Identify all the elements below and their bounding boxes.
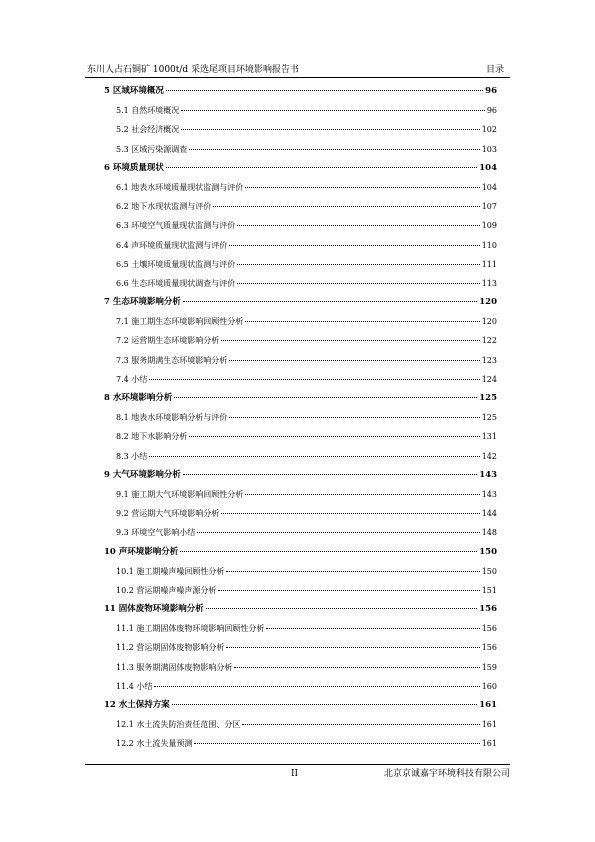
dot-leader <box>172 704 477 705</box>
toc-entry-page: 125 <box>481 413 497 423</box>
toc-entry-title: 5.2 社会经济概况 <box>116 125 180 135</box>
toc-section-entry[interactable] <box>104 101 497 120</box>
toc-chapter-entry[interactable] <box>104 82 497 101</box>
toc-chapter-entry[interactable] <box>104 696 497 715</box>
dot-leader <box>154 686 479 687</box>
dot-leader <box>218 590 479 591</box>
toc-entry-page: 143 <box>481 489 497 499</box>
toc-entry-page: 156 <box>479 604 497 615</box>
toc-entry-page: 107 <box>481 202 497 212</box>
toc-entry-title: 11.1 施工期固体废物环境影响回顾性分析 <box>116 624 265 634</box>
toc-entry-page: 150 <box>481 566 497 576</box>
dot-leader <box>166 167 477 168</box>
toc-entry-page: 131 <box>481 432 497 442</box>
dot-leader <box>237 283 479 284</box>
dot-leader <box>149 379 479 380</box>
toc-entry-page: 103 <box>481 144 497 154</box>
toc-entry-title: 8.2 地下水影响分析 <box>116 432 188 442</box>
toc-entry-page: 143 <box>479 469 497 480</box>
toc-entry-page: 159 <box>481 662 497 672</box>
toc-entry-title: 8.3 小结 <box>116 451 148 461</box>
dot-leader <box>183 474 477 475</box>
toc-entry-page: 109 <box>481 221 497 231</box>
dot-leader <box>149 456 479 457</box>
toc-section-entry[interactable] <box>104 677 497 696</box>
toc-chapter-entry[interactable] <box>104 159 497 178</box>
toc-entry-title: 7.3 服务期满生态环境影响分析 <box>116 355 228 365</box>
toc-entry-page: 96 <box>486 106 497 116</box>
toc-section-entry[interactable] <box>104 658 497 677</box>
toc-entry-page: 156 <box>481 624 497 634</box>
toc-entry-title: 6.6 生态环境质量现状调查与评价 <box>116 278 236 288</box>
toc-entry-title: 10.2 营运期噪声噪声源分析 <box>116 585 217 595</box>
toc-entry-title: 5.3 区域污染源调查 <box>116 144 188 154</box>
dot-leader <box>266 628 479 629</box>
toc-entry-title: 7.2 运营期生态环境影响分析 <box>116 336 220 346</box>
dot-leader <box>206 608 477 609</box>
toc-section-entry[interactable] <box>104 523 497 542</box>
toc-entry-page: 96 <box>485 86 497 96</box>
toc-entry-page: 102 <box>481 125 497 135</box>
company-name: 北京京诚嘉宇环境科技有限公司 <box>383 769 510 779</box>
dot-leader <box>221 513 479 514</box>
page-footer <box>85 768 510 780</box>
dot-leader <box>229 360 479 361</box>
toc-entry-page: 104 <box>479 162 497 173</box>
dot-leader <box>181 129 479 130</box>
dot-leader <box>245 321 479 322</box>
toc-section-entry[interactable] <box>104 178 497 197</box>
toc-section-entry[interactable] <box>104 581 497 600</box>
toc-entry-title: 6.3 环境空气质量现状监测与评价 <box>116 221 236 231</box>
toc-section-entry[interactable] <box>104 504 497 523</box>
toc-entry-title: 10 声环境影响分析 <box>104 546 179 557</box>
dot-leader <box>194 743 479 744</box>
dot-leader <box>237 264 479 265</box>
dot-leader <box>189 436 479 437</box>
section-label: 目录 <box>485 65 504 75</box>
toc-section-entry[interactable] <box>104 638 497 657</box>
toc-entry-title: 6.4 声环境质量现状监测与评价 <box>116 240 228 250</box>
toc-section-entry[interactable] <box>104 562 497 581</box>
dot-leader <box>234 667 479 668</box>
dot-leader <box>237 225 479 226</box>
toc-entry-title: 11.4 小结 <box>116 681 153 691</box>
toc-entry-title: 11.3 服务期满固体废物影响分析 <box>116 662 233 672</box>
toc-section-entry[interactable] <box>104 619 497 638</box>
toc-entry-page: 123 <box>481 355 497 365</box>
toc-chapter-entry[interactable] <box>104 543 497 562</box>
toc-section-entry[interactable] <box>104 255 497 274</box>
dot-leader <box>226 571 479 572</box>
toc-entry-title: 6.5 土壤环境质量现状监测与评价 <box>116 259 236 269</box>
table-of-contents <box>104 82 497 754</box>
header-rule <box>85 77 510 78</box>
toc-entry-page: 151 <box>481 585 497 595</box>
toc-entry-page: 110 <box>481 240 497 250</box>
toc-section-entry[interactable] <box>104 485 497 504</box>
toc-section-entry[interactable] <box>104 274 497 293</box>
toc-entry-page: 161 <box>479 700 497 710</box>
toc-entry-title: 9.1 施工期大气环境影响回顾性分析 <box>116 489 244 499</box>
toc-section-entry[interactable] <box>104 120 497 139</box>
toc-entry-title: 12.1 水土流失防治责任范围、分区 <box>116 720 241 730</box>
toc-entry-page: 120 <box>479 297 497 308</box>
toc-chapter-entry[interactable] <box>104 389 497 408</box>
toc-section-entry[interactable] <box>104 216 497 235</box>
toc-chapter-entry[interactable] <box>104 466 497 485</box>
toc-entry-page: 142 <box>481 451 497 461</box>
dot-leader <box>242 724 479 725</box>
toc-entry-page: 160 <box>481 681 497 691</box>
page-number: II <box>291 769 299 779</box>
dot-leader <box>226 647 479 648</box>
dot-leader <box>181 110 485 111</box>
dot-leader <box>166 90 483 91</box>
toc-entry-title: 6.2 地下水现状监测与评价 <box>116 202 212 212</box>
toc-entry-title: 9 大气环境影响分析 <box>104 469 181 480</box>
toc-entry-title: 5 区域环境概况 <box>104 86 164 96</box>
toc-entry-title: 12 水土保持方案 <box>104 700 170 710</box>
dot-leader <box>229 417 479 418</box>
toc-entry-title: 7.4 小结 <box>116 374 148 384</box>
toc-entry-page: 124 <box>481 374 497 384</box>
toc-section-entry[interactable] <box>104 331 497 350</box>
toc-section-entry[interactable] <box>104 351 497 370</box>
toc-entry-page: 156 <box>481 643 497 653</box>
toc-entry-page: 111 <box>481 259 497 269</box>
toc-chapter-entry[interactable] <box>104 600 497 619</box>
toc-entry-page: 120 <box>481 317 497 327</box>
toc-entry-page: 161 <box>481 720 497 730</box>
footer-rule <box>85 764 510 765</box>
toc-entry-title: 12.2 水土流失量预测 <box>116 739 193 749</box>
toc-section-entry[interactable] <box>104 312 497 331</box>
toc-entry-page: 113 <box>481 278 497 288</box>
toc-entry-title: 11.2 营运期固体废物影响分析 <box>116 643 225 653</box>
dot-leader <box>245 494 479 495</box>
toc-entry-title: 7.1 施工期生态环境影响回顾性分析 <box>116 317 244 327</box>
toc-entry-title: 11 固体废物环境影响分析 <box>104 604 204 615</box>
dot-leader <box>174 397 477 398</box>
toc-section-entry[interactable] <box>104 197 497 216</box>
toc-section-entry[interactable] <box>104 734 497 753</box>
toc-entry-page: 148 <box>481 528 497 538</box>
toc-section-entry[interactable] <box>104 236 497 255</box>
toc-section-entry[interactable] <box>104 408 497 427</box>
toc-entry-title: 6 环境质量现状 <box>104 162 164 173</box>
toc-entry-page: 161 <box>481 739 497 749</box>
toc-entry-title: 9.3 环境空气影响小结 <box>116 528 196 538</box>
dot-leader <box>245 187 479 188</box>
toc-entry-page: 150 <box>479 546 497 557</box>
document-title: 东川人占石铜矿 1000t/d 采选尾项目环境影响报告书 <box>87 65 300 75</box>
toc-section-entry[interactable] <box>104 427 497 446</box>
dot-leader <box>221 340 479 341</box>
toc-chapter-entry[interactable] <box>104 293 497 312</box>
dot-leader <box>189 149 479 150</box>
toc-section-entry[interactable] <box>104 370 497 389</box>
toc-section-entry[interactable] <box>104 715 497 734</box>
toc-entry-title: 5.1 自然环境概况 <box>116 106 180 116</box>
toc-entry-title: 8.1 地表水环境影响分析与评价 <box>116 413 228 423</box>
toc-section-entry[interactable] <box>104 447 497 466</box>
toc-entry-title: 10.1 施工期噪声噪回顾性分析 <box>116 566 225 576</box>
toc-entry-page: 144 <box>481 509 497 519</box>
dot-leader <box>197 532 479 533</box>
toc-entry-title: 6.1 地表水环境质量现状监测与评价 <box>116 182 244 192</box>
toc-entry-title: 8 水环境影响分析 <box>104 393 173 403</box>
toc-entry-page: 125 <box>479 393 497 403</box>
toc-entry-page: 122 <box>481 336 497 346</box>
toc-section-entry[interactable] <box>104 140 497 159</box>
dot-leader <box>183 301 477 302</box>
toc-entry-title: 9.2 营运期大气环境影响分析 <box>116 509 220 519</box>
dot-leader <box>229 245 479 246</box>
toc-entry-page: 104 <box>481 182 497 192</box>
dot-leader <box>213 206 479 207</box>
page-header <box>85 64 510 76</box>
toc-entry-title: 7 生态环境影响分析 <box>104 297 181 308</box>
dot-leader <box>180 551 477 552</box>
